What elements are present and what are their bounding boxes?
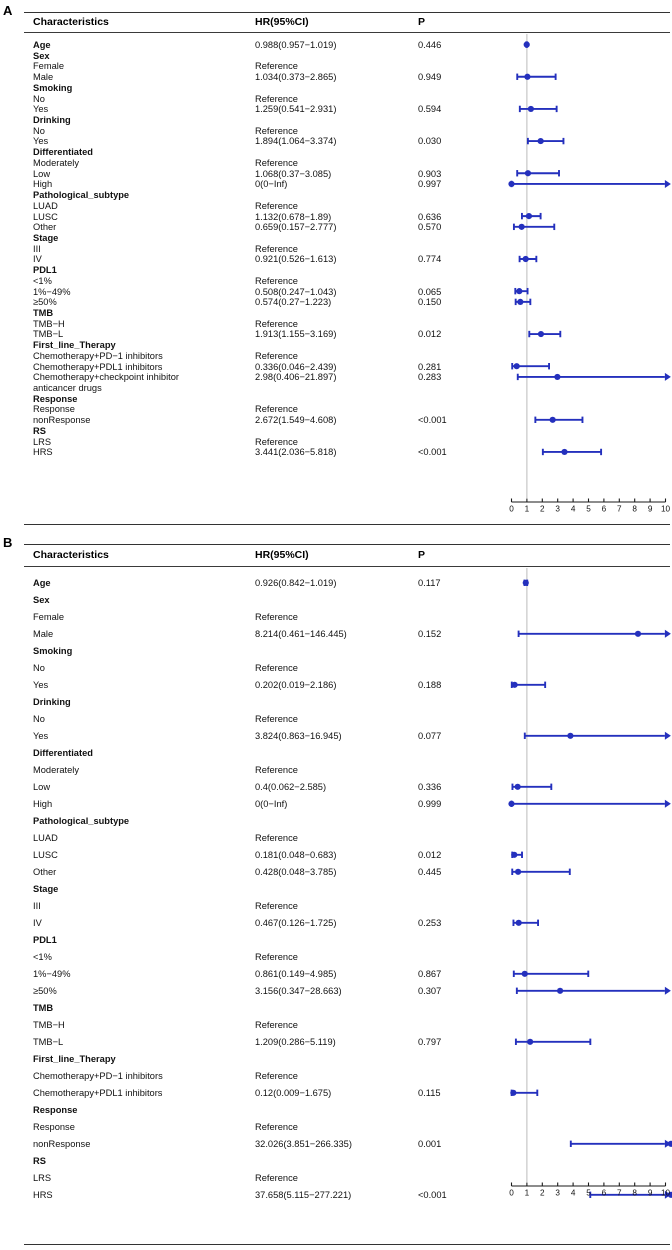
row-p-value: 0.636 (418, 211, 442, 222)
row-label: 1%−49% (33, 969, 71, 979)
row-label: IV (33, 918, 42, 928)
row-hr-value: 0.181(0.048−0.683) (255, 850, 337, 860)
row-label: Other (33, 222, 57, 233)
axis-tick-label: 7 (617, 1188, 622, 1198)
row-label: LUAD (33, 200, 58, 211)
axis-tick-label: 2 (540, 1188, 545, 1198)
panel-a-bottom-rule (24, 524, 670, 525)
row-label: Yes (33, 731, 49, 741)
forest-marker (543, 449, 601, 455)
row-label: Yes (33, 680, 49, 690)
row-hr-value: 0(0−Inf) (255, 179, 288, 190)
row-hr-value: Reference (255, 833, 298, 843)
group-label: Sex (33, 595, 50, 605)
row-p-value: 0.307 (418, 986, 442, 996)
row-hr-value: Reference (255, 1122, 298, 1132)
row-hr-value: Reference (255, 275, 298, 286)
axis-tick-label: 8 (632, 504, 637, 514)
row-hr-value: 1.894(1.064−3.374) (255, 136, 337, 147)
row-p-value: 0.446 (418, 40, 442, 50)
row-label: Chemotherapy+checkpoint inhibitor (33, 372, 179, 383)
group-label: PDL1 (33, 265, 57, 276)
group-label: Response (33, 1105, 78, 1115)
row-p-value: 0.903 (418, 168, 442, 179)
forest-marker (522, 213, 541, 219)
axis-tick-label: 8 (632, 1188, 637, 1198)
row-hr-value: 1.259(0.541−2.931) (255, 104, 337, 115)
row-label: HRS (33, 1190, 53, 1200)
row-hr-value: Reference (255, 350, 298, 361)
row-hr-value: 0.988(0.957−1.019) (255, 40, 337, 50)
row-hr-value: 0.336(0.046−2.439) (255, 361, 337, 372)
forest-plot-panel-b (0, 532, 672, 1250)
row-hr-value: Reference (255, 612, 298, 622)
row-p-value: 0.999 (418, 799, 442, 809)
forest-plot-panel-a (0, 0, 672, 530)
row-hr-value: Reference (255, 1020, 298, 1030)
forest-marker (517, 170, 559, 176)
row-hr-value: Reference (255, 200, 298, 211)
row-p-value: 0.997 (418, 179, 442, 190)
row-label: No (33, 714, 45, 724)
row-hr-value: 0.428(0.048−3.785) (255, 867, 337, 877)
forest-marker (512, 363, 549, 369)
group-label: First_line_Therapy (33, 1054, 116, 1064)
row-hr-value: 2.98(0.406−21.897) (255, 372, 337, 383)
group-label: Stage (33, 232, 59, 243)
forest-marker (518, 373, 671, 381)
forest-marker (512, 869, 570, 875)
row-p-value: 0.117 (418, 578, 441, 588)
forest-marker (529, 331, 560, 337)
group-label: TMB (33, 1003, 54, 1013)
row-p-value: 0.030 (418, 136, 442, 147)
row-label: Chemotherapy+PD−1 inhibitors (33, 350, 163, 361)
row-p-value: 0.336 (418, 782, 442, 792)
row-label: LRS (33, 1173, 52, 1183)
panel-b-bottom-rule (24, 1244, 670, 1245)
row-p-value: 0.594 (418, 104, 442, 115)
axis-tick-label: 0 (509, 504, 514, 514)
row-p-value: 0.012 (418, 329, 442, 340)
row-label: Response (33, 1122, 75, 1132)
row-label: No (33, 663, 45, 673)
row-p-value: 0.188 (418, 680, 442, 690)
axis-tick-label: 1 (524, 1188, 530, 1198)
row-hr-value: 32.026(3.851−266.335) (255, 1139, 352, 1149)
row-p-value: 0.001 (418, 1139, 442, 1149)
panel-b-plot-area (0, 566, 672, 1244)
row-label: Female (33, 61, 65, 72)
row-hr-value: Reference (255, 1173, 298, 1183)
axis-tick-label: 7 (617, 504, 622, 514)
axis-tick-label: 4 (570, 504, 576, 514)
row-p-value: <0.001 (418, 1190, 447, 1200)
row-hr-value: Reference (255, 765, 298, 775)
row-hr-value: Reference (255, 952, 298, 962)
row-p-value: 0.281 (418, 361, 442, 372)
row-hr-value: 2.672(1.549−4.608) (255, 415, 337, 426)
axis-tick-label: 6 (601, 504, 607, 514)
row-label: Female (33, 612, 65, 622)
row-p-value: 0.283 (418, 372, 442, 383)
row-p-value: 0.867 (418, 969, 442, 979)
row-p-value: 0.150 (418, 297, 442, 308)
row-hr-value: 0.926(0.842−1.019) (255, 578, 337, 588)
group-label: Drinking (33, 115, 71, 126)
forest-marker (512, 784, 551, 790)
panel-b-column-characteristics: Characteristics (33, 549, 109, 561)
row-label: High (33, 179, 53, 190)
row-label: Other (33, 867, 57, 877)
panel-b-column-hr: HR(95%CI) (255, 549, 309, 561)
forest-marker (535, 417, 582, 423)
row-label: 1%−49% (33, 286, 71, 297)
panel-letter-b: B (3, 535, 13, 550)
row-label: Chemotherapy+PD−1 inhibitors (33, 1071, 163, 1081)
axis-tick-label: 3 (555, 1188, 560, 1198)
forest-marker (514, 224, 554, 230)
row-hr-value: 0.12(0.009−1.675) (255, 1088, 332, 1098)
panel-a-column-characteristics: Characteristics (33, 16, 109, 28)
row-hr-value: 37.658(5.115−277.221) (255, 1190, 352, 1200)
forest-marker (571, 1140, 672, 1148)
row-p-value: 0.797 (418, 1037, 442, 1047)
row-hr-value: 0(0−Inf) (255, 799, 288, 809)
row-p-value: 0.115 (418, 1088, 441, 1098)
group-label: RS (33, 425, 46, 436)
row-hr-value: Reference (255, 243, 298, 254)
row-p-value: 0.152 (418, 629, 442, 639)
row-label: LUAD (33, 833, 58, 843)
group-label: Sex (33, 50, 50, 61)
forest-marker (525, 732, 671, 740)
row-p-value: 0.445 (418, 867, 442, 877)
group-label: Differentiated (33, 748, 93, 758)
axis-tick-label: 9 (647, 1188, 653, 1198)
row-hr-value: 0.921(0.526−1.613) (255, 254, 337, 265)
group-label: Stage (33, 884, 59, 894)
row-hr-value: 0.574(0.27−1.223) (255, 297, 332, 308)
row-hr-value: Reference (255, 663, 298, 673)
panel-a-top-rule (24, 12, 670, 13)
row-label: Male (33, 72, 54, 83)
row-hr-value: 0.508(0.247−1.043) (255, 286, 337, 297)
row-p-value: 0.012 (418, 850, 442, 860)
group-label: Pathological_subtype (33, 190, 130, 201)
forest-marker (524, 41, 530, 47)
forest-marker (511, 852, 522, 858)
row-hr-value: 1.034(0.373−2.865) (255, 72, 337, 83)
axis-tick-label: 5 (586, 504, 591, 514)
row-label: High (33, 799, 53, 809)
panel-a-column-hr: HR(95%CI) (255, 16, 309, 28)
row-label: Yes (33, 104, 49, 115)
panel-letter-a: A (3, 3, 13, 18)
row-label: <1% (33, 275, 52, 286)
row-hr-value: Reference (255, 1071, 298, 1081)
axis-tick-label: 9 (647, 504, 653, 514)
forest-marker (520, 256, 537, 262)
forest-marker (517, 74, 555, 80)
row-label: Moderately (33, 157, 79, 168)
panel-b-column-p: P (418, 549, 426, 561)
row-label: Yes (33, 136, 49, 147)
row-hr-value: 3.156(0.347−28.663) (255, 986, 342, 996)
forest-marker (513, 920, 538, 926)
row-p-value: 0.570 (418, 222, 442, 233)
row-label: nonResponse (33, 1139, 91, 1149)
axis-tick-label: 3 (555, 504, 560, 514)
axis-tick-label: 0 (509, 1188, 514, 1198)
row-hr-value: Reference (255, 125, 298, 136)
row-label: anticancer drugs (33, 383, 102, 394)
row-hr-value: 1.209(0.286−5.119) (255, 1037, 336, 1047)
row-label: No (33, 93, 45, 104)
group-label: Smoking (33, 82, 73, 93)
group-label: First_line_Therapy (33, 340, 116, 351)
forest-marker (528, 138, 564, 144)
group-label: Pathological_subtype (33, 816, 130, 826)
axis-tick-label: 5 (586, 1188, 591, 1198)
row-hr-value: 0.202(0.019−2.186) (255, 680, 337, 690)
axis-tick-label: 4 (570, 1188, 576, 1198)
panel-a-column-p: P (418, 16, 426, 28)
group-label: Drinking (33, 697, 71, 707)
axis-tick-label: 10 (660, 1188, 671, 1198)
row-hr-value: 1.913(1.155−3.169) (255, 329, 337, 340)
forest-marker (508, 180, 670, 188)
forest-marker (519, 630, 671, 638)
group-label: RS (33, 1156, 46, 1166)
row-label: Male (33, 629, 54, 639)
row-hr-value: Reference (255, 318, 298, 329)
row-label: TMB−H (33, 1020, 65, 1030)
row-hr-value: Reference (255, 157, 298, 168)
forest-marker (516, 299, 531, 305)
row-hr-value: 0.4(0.062−2.585) (255, 782, 327, 792)
row-hr-value: Reference (255, 436, 298, 447)
row-label: TMB−L (33, 1037, 64, 1047)
row-label: TMB−H (33, 318, 65, 329)
row-label: LUSC (33, 211, 58, 222)
row-label: No (33, 125, 45, 136)
row-hr-value: Reference (255, 61, 298, 72)
forest-marker (523, 580, 529, 586)
row-label: LUSC (33, 850, 58, 860)
row-label: Low (33, 782, 51, 792)
axis-tick-label: 10 (660, 504, 671, 514)
row-label: HRS (33, 447, 53, 458)
row-label: ≥50% (33, 297, 57, 308)
row-p-value: <0.001 (418, 415, 447, 426)
forest-marker (508, 800, 670, 808)
group-label: Age (33, 40, 51, 50)
row-label: III (33, 243, 41, 254)
group-label: PDL1 (33, 935, 57, 945)
row-label: IV (33, 254, 42, 265)
row-p-value: 0.253 (418, 918, 442, 928)
row-p-value: 0.949 (418, 72, 442, 83)
axis-tick-label: 6 (601, 1188, 607, 1198)
row-p-value: 0.077 (418, 731, 442, 741)
row-hr-value: 0.467(0.126−1.725) (255, 918, 337, 928)
forest-marker (520, 106, 557, 112)
row-label: III (33, 901, 41, 911)
row-hr-value: 1.132(0.678−1.89) (255, 211, 332, 222)
row-hr-value: 8.214(0.461−146.445) (255, 629, 347, 639)
row-label: LRS (33, 436, 52, 447)
group-label: Age (33, 578, 51, 588)
row-label: ≥50% (33, 986, 57, 996)
row-label: Response (33, 404, 75, 415)
row-p-value: <0.001 (418, 447, 447, 458)
forest-marker (514, 971, 588, 977)
row-label: nonResponse (33, 415, 91, 426)
row-hr-value: 0.861(0.149−4.985) (255, 969, 337, 979)
row-p-value: 0.774 (418, 254, 442, 265)
row-hr-value: 0.659(0.157−2.777) (255, 222, 337, 233)
row-hr-value: Reference (255, 714, 298, 724)
row-hr-value: Reference (255, 901, 298, 911)
row-label: Moderately (33, 765, 79, 775)
group-label: Smoking (33, 646, 73, 656)
row-hr-value: 3.824(0.863−16.945) (255, 731, 342, 741)
row-hr-value: 1.068(0.37−3.085) (255, 168, 332, 179)
row-hr-value: Reference (255, 404, 298, 415)
forest-marker (515, 288, 527, 294)
panel-a-plot-area (0, 32, 672, 522)
axis-tick-label: 1 (524, 504, 530, 514)
row-label: Low (33, 168, 51, 179)
group-label: Differentiated (33, 147, 93, 158)
group-label: Response (33, 393, 78, 404)
row-hr-value: Reference (255, 93, 298, 104)
panel-b-top-rule (24, 544, 670, 545)
forest-marker (517, 987, 671, 995)
row-label: Chemotherapy+PDL1 inhibitors (33, 361, 163, 372)
axis-tick-label: 2 (540, 504, 545, 514)
row-label: TMB−L (33, 329, 64, 340)
row-label: Chemotherapy+PDL1 inhibitors (33, 1088, 163, 1098)
group-label: TMB (33, 308, 54, 318)
row-label: <1% (33, 952, 52, 962)
forest-marker (512, 682, 546, 688)
forest-marker (510, 1090, 537, 1096)
row-p-value: 0.065 (418, 286, 442, 297)
row-hr-value: 3.441(2.036−5.818) (255, 447, 337, 458)
